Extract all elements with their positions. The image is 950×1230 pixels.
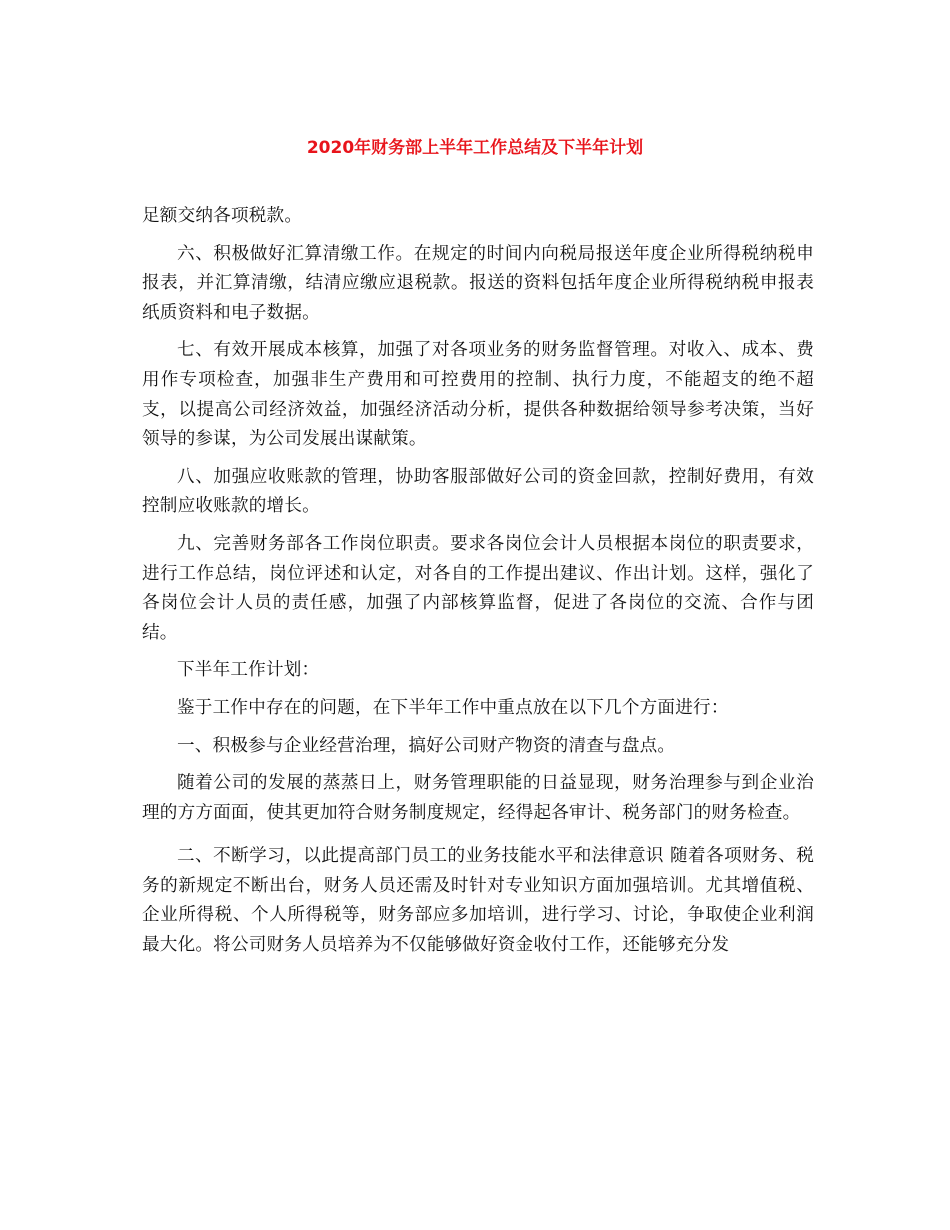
- paragraph-section-7: 七、有效开展成本核算，加强了对各项业务的财务监督管理。对收入、成本、费用作专项检查，加强非生产费用和可控费用的控制、执行力度，不能超支的绝不超支，以提高公司经济效益，加强经济活动分析，提供各种数据给领导参考决策，当好领导的参谋，为公司发展出谋献策。: [142, 340, 814, 450]
- paragraph-section-9: 九、完善财务部各工作岗位职责。要求各岗位会计人员根据本岗位的职责要求，进行工作总结，岗位评述和认定，对各自的工作提出建议、作出计划。这样，强化了各岗位会计人员的责任感，加强了内部核算监督，促进了各岗位的交流、合作与团结。: [142, 533, 814, 643]
- paragraph-plan-item-1-detail: 随着公司的发展的蒸蒸日上，财务管理职能的日益显现，财务治理参与到企业治理的方方面面，使其更加符合财务制度规定，经得起各审计、税务部门的财务检查。: [142, 773, 814, 823]
- paragraph-section-8: 八、加强应收账款的管理，协助客服部做好公司的资金回款，控制好费用，有效控制应收账款的增长。: [142, 466, 814, 517]
- paragraph-plan-item-2: 二、不断学习，以此提高部门员工的业务技能水平和法律意识 随着各项财务、税务的新规定不断出台，财务人员还需及时针对专业知识方面加强培训。尤其增值税、企业所得税、个人所得税等，财务部应多加培训，进行学习、讨论，争取使企业利润最大化。将公司财务人员培养为不仅能够做好资金收付工作，还能够充分发: [142, 846, 814, 956]
- paragraph-plan-item-1: 一、积极参与企业经营治理，搞好公司财产物资的清查与盘点。: [177, 735, 676, 756]
- paragraph-section-6: 六、积极做好汇算清缴工作。在规定的时间内向税局报送年度企业所得税纳税申报表，并汇算清缴，结清应缴应退税款。报送的资料包括年度企业所得税纳税申报表纸质资料和电子数据。: [142, 243, 814, 323]
- document-body: [142, 202, 814, 969]
- document-title: 2020年财务部上半年工作总结及下半年计划: [306, 138, 644, 158]
- paragraph-continuation: 足额交纳各项税款。: [142, 206, 303, 226]
- paragraph-plan-heading: 下半年工作计划：: [177, 660, 320, 681]
- paragraph-plan-intro: 鉴于工作中存在的问题，在下半年工作中重点放在以下几个方面进行：: [177, 697, 729, 718]
